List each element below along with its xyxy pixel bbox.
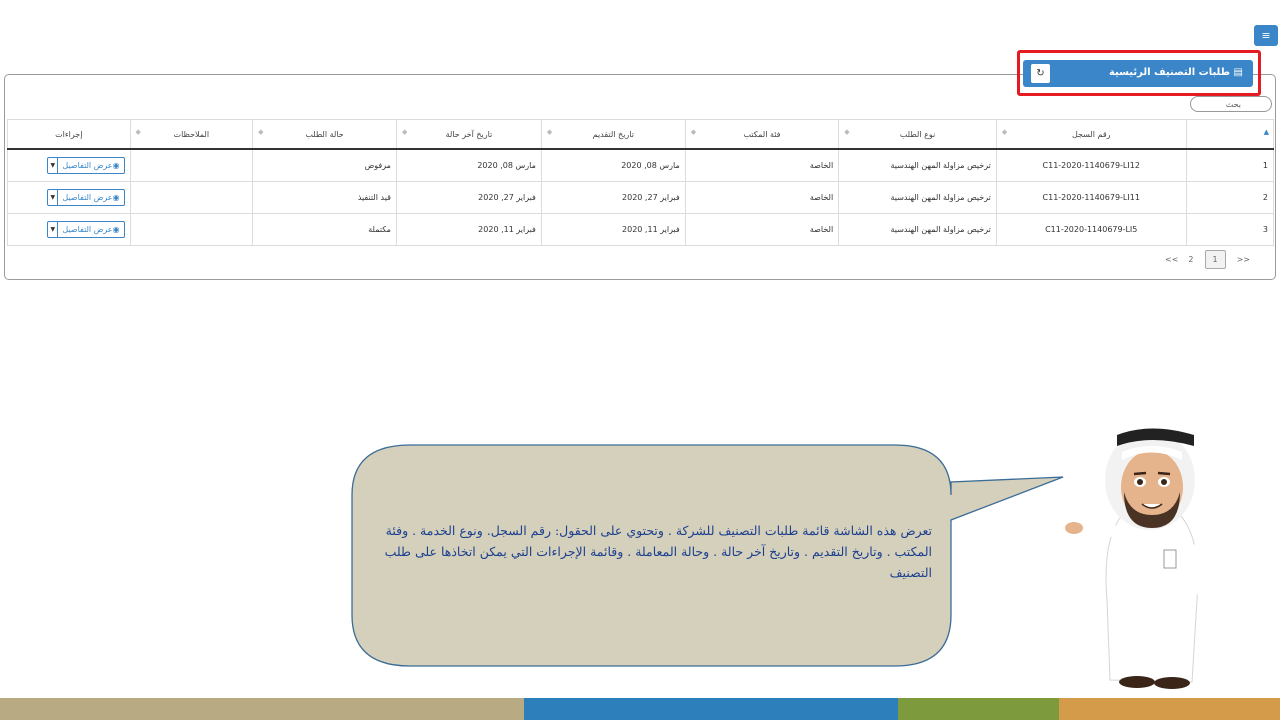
view-details-button[interactable]: [58, 222, 123, 237]
title-highlight-frame: [1017, 50, 1261, 96]
view-details-button[interactable]: [58, 190, 123, 205]
record-number-cell: C11-2020-1140679-LI11: [996, 181, 1186, 213]
request-type-cell: ترخيص مزاولة المهن الهندسية: [839, 149, 997, 181]
view-details-dropdown[interactable]: [47, 189, 124, 206]
table-row: [8, 149, 1274, 181]
pagination-page-1[interactable]: 1: [1205, 250, 1226, 269]
footer-color-bar: [0, 698, 1280, 720]
caret-down-icon[interactable]: ▼: [48, 222, 58, 237]
book-icon: ▤: [1233, 67, 1243, 78]
request-status-cell: قيد التنفيذ: [253, 181, 397, 213]
table-row: [8, 213, 1274, 245]
pagination-page-2[interactable]: 2: [1188, 255, 1194, 264]
actions-cell: [8, 149, 131, 181]
submission-date-cell: فبراير 27, 2020: [541, 181, 685, 213]
column-header-office-category[interactable]: ◆ فئة المكتب: [685, 120, 838, 150]
column-header-request-status[interactable]: ◆ حالة الطلب: [253, 120, 397, 150]
table-row: [8, 181, 1274, 213]
eye-icon: ◉: [112, 192, 120, 202]
view-details-button[interactable]: [58, 158, 123, 173]
index-cell: 2: [1186, 181, 1273, 213]
index-cell: 3: [1186, 213, 1273, 245]
view-details-dropdown[interactable]: [47, 157, 124, 174]
request-type-cell: ترخيص مزاولة المهن الهندسية: [839, 181, 997, 213]
notes-cell: [130, 149, 253, 181]
view-details-label: عرض التفاصيل: [62, 224, 113, 234]
column-header-notes[interactable]: ◆ الملاحظات: [130, 120, 253, 150]
footer-segment: [898, 698, 1059, 720]
eye-icon: ◉: [112, 160, 120, 170]
submission-date-cell: مارس 08, 2020: [541, 149, 685, 181]
office-category-cell: الخاصة: [685, 213, 838, 245]
search-label: بحث: [1225, 99, 1241, 109]
caret-down-icon[interactable]: ▼: [48, 158, 58, 173]
search-input[interactable]: [1190, 96, 1272, 112]
view-details-label: عرض التفاصيل: [62, 192, 113, 202]
request-status-cell: مرفوض: [253, 149, 397, 181]
last-status-date-cell: مارس 08, 2020: [396, 149, 541, 181]
notes-cell: [130, 181, 253, 213]
submission-date-cell: فبراير 11, 2020: [541, 213, 685, 245]
pagination-prev[interactable]: <<: [1165, 255, 1179, 264]
footer-segment: [524, 698, 898, 720]
column-header-submission-date[interactable]: ◆ تاريخ التقديم: [541, 120, 685, 150]
column-header-request-type[interactable]: ◆ نوع الطلب: [839, 120, 997, 150]
eye-icon: ◉: [112, 224, 120, 234]
refresh-icon: ↻: [1036, 68, 1045, 79]
panel-title: طلبات التصنيف الرئيسية: [1108, 67, 1231, 78]
guide-character-illustration: [1062, 420, 1232, 692]
request-status-cell: مكتملة: [253, 213, 397, 245]
footer-segment: [0, 698, 524, 720]
view-details-dropdown[interactable]: [47, 221, 124, 238]
pagination: [1160, 249, 1255, 270]
menu-toggle-button[interactable]: [1254, 25, 1278, 46]
column-header-record-number[interactable]: ◆ رقم السجل: [996, 120, 1186, 150]
last-status-date-cell: فبراير 27, 2020: [396, 181, 541, 213]
footer-segment: [1059, 698, 1280, 720]
index-cell: 1: [1186, 149, 1273, 181]
column-header-index[interactable]: ▲: [1186, 120, 1273, 150]
office-category-cell: الخاصة: [685, 181, 838, 213]
tutorial-text: تعرض هذه الشاشة قائمة طلبات التصنيف للشركة . وتحتوي على الحقول: رقم السجل. ونوع الخدمة . وفئة المكتب . وتاريخ التقديم . وتاريخ آخر حالة . وحالة المعاملة . وقائمة الإجراءات التي يمكن اتخاذها على طلب التصنيف: [384, 523, 932, 580]
last-status-date-cell: فبراير 11, 2020: [396, 213, 541, 245]
record-number-cell: C11-2020-1140679-LI5: [996, 213, 1186, 245]
caret-down-icon[interactable]: ▼: [48, 190, 58, 205]
notes-cell: [130, 213, 253, 245]
view-details-label: عرض التفاصيل: [62, 160, 113, 170]
record-number-cell: C11-2020-1140679-LI12: [996, 149, 1186, 181]
column-header-actions: إجراءات: [8, 120, 131, 150]
pagination-next[interactable]: >>: [1236, 255, 1250, 264]
office-category-cell: الخاصة: [685, 149, 838, 181]
actions-cell: [8, 181, 131, 213]
requests-table: [7, 119, 1274, 246]
hamburger-icon: ≡: [1261, 29, 1271, 42]
column-header-last-status-date[interactable]: ◆ تاريخ آخر حالة: [396, 120, 541, 150]
actions-cell: [8, 213, 131, 245]
request-type-cell: ترخيص مزاولة المهن الهندسية: [839, 213, 997, 245]
